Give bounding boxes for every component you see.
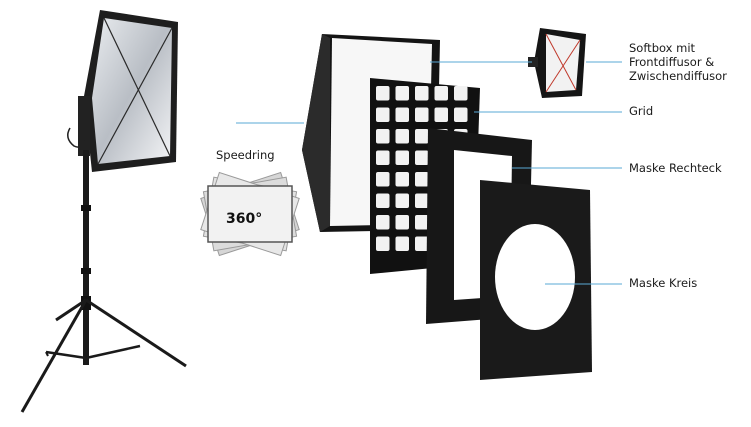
grid-cell xyxy=(415,215,429,230)
grid-cell xyxy=(396,194,410,209)
softbox-thumbnail xyxy=(528,28,586,98)
grid-cell xyxy=(454,108,468,123)
grid-cell xyxy=(396,151,410,166)
grid-cell xyxy=(376,237,390,252)
grid-cell xyxy=(376,129,390,144)
grid-cell xyxy=(396,129,410,144)
label-mask-rectangle: Maske Rechteck xyxy=(629,161,722,175)
label-softbox: Softbox mit Frontdiffusor & Zwischendiffusor xyxy=(629,41,727,83)
grid-cell xyxy=(376,151,390,166)
grid-cell xyxy=(376,215,390,230)
grid-cell xyxy=(396,172,410,187)
grid-cell xyxy=(376,108,390,123)
grid-cell xyxy=(396,215,410,230)
grid-cell xyxy=(396,108,410,123)
mask-circle-panel xyxy=(480,180,592,380)
grid-cell xyxy=(415,151,429,166)
label-grid: Grid xyxy=(629,104,654,118)
grid-cell xyxy=(415,194,429,209)
label-speedring: Speedring xyxy=(216,148,275,162)
label-mask-circle: Maske Kreis xyxy=(629,276,698,290)
stand-softbox-interior xyxy=(92,18,172,164)
grid-cell xyxy=(415,108,429,123)
grid-cell xyxy=(454,86,468,101)
grid-cell xyxy=(376,86,390,101)
light-stand xyxy=(22,10,186,412)
grid-cell xyxy=(415,172,429,187)
grid-cell xyxy=(396,86,410,101)
grid-cell xyxy=(435,108,449,123)
grid-cell xyxy=(415,237,429,252)
rotation-badge: 360° xyxy=(226,211,263,227)
grid-cell xyxy=(435,86,449,101)
grid-cell xyxy=(415,129,429,144)
grid-cell xyxy=(396,237,410,252)
grid-cell xyxy=(415,86,429,101)
grid-cell xyxy=(376,194,390,209)
grid-cell xyxy=(376,172,390,187)
